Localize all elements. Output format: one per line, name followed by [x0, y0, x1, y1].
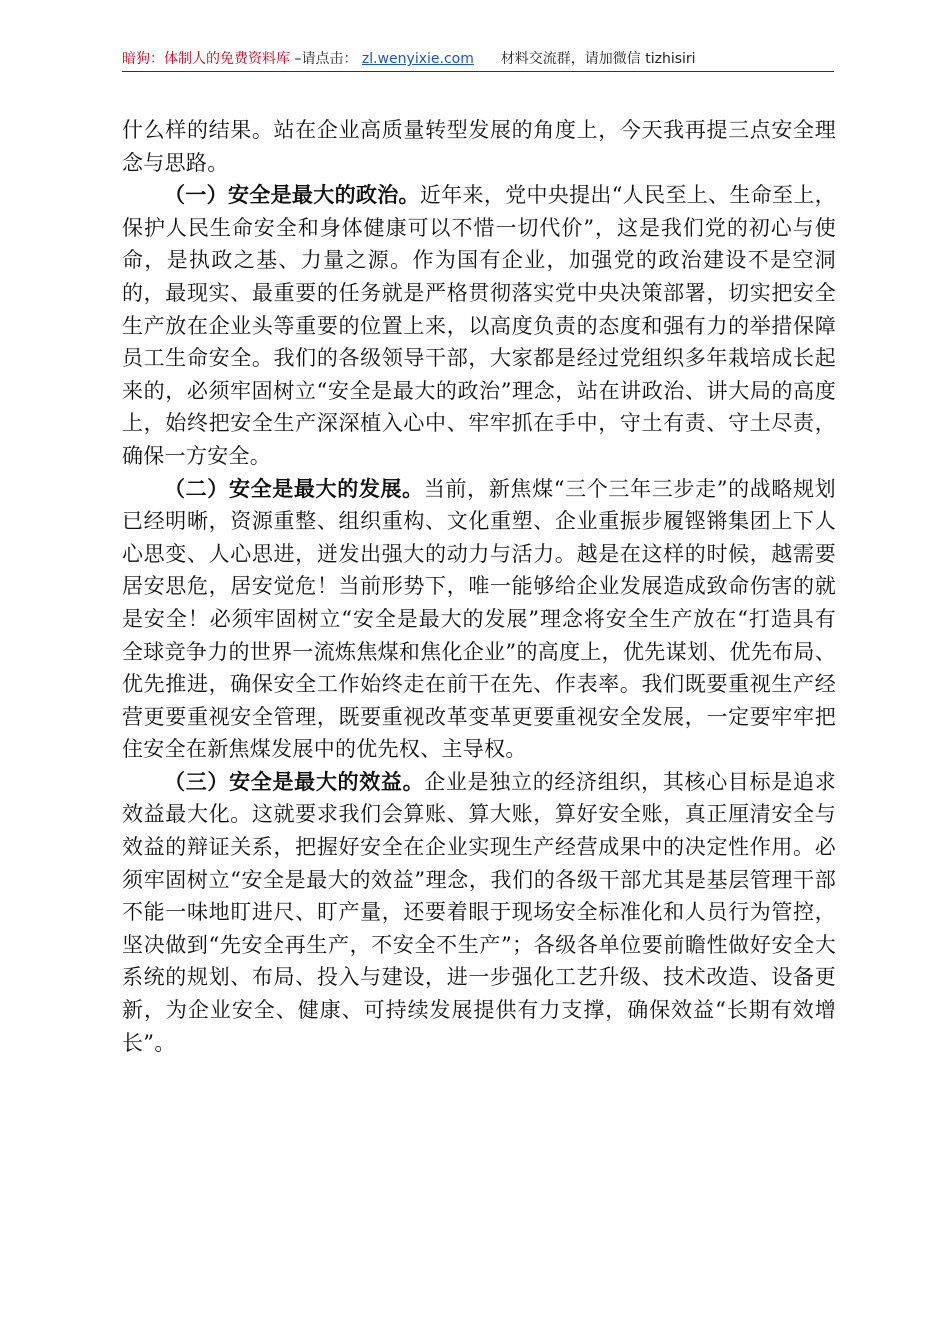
section-text-3: 企业是独立的经济组织，其核心目标是追求效益最大化。这就要求我们会算账、算大账，算好安全账，真正厘清安全与效益的辩证关系，把握好安全在企业实现生产经营成果中的决定性作用。必须牢固树立“安全是最大的效益”理念，我们的各级干部尤其是基层管理干部不能一味地盯进尺、盯产量，还要着眼于现场安全标准化和人员行为管控，坚决做到“先安全再生产，不安全不生产”；各级各单位要前瞻性做好安全大系统的规划、布局、投入与建设，进一步强化工艺升级、技术改造、设备更新，为企业安全、健康、可持续发展提供有力支撑，确保效益“长期有效增长”。: [122, 769, 836, 1055]
section-text-2: 当前，新焦煤“三个三年三步走”的战略规划已经明晰，资源重整、组织重构、文化重塑、企业重振步履铿锵集团上下人心思变、人心思进，迸发出强大的动力与活力。越是在这样的时候，越需要居安思危，居安觉危！当前形势下，唯一能够给企业发展造成致命伤害的就是安全！必须牢固树立“安全是最大的发展”理念将安全生产放在“打造具有全球竞争力的世界一流炼焦煤和焦化企业”的高度上，优先谋划、优先布局、优先推进，确保安全工作始终走在前干在先、作表率。我们既要重视生产经营更要重视安全管理，既要重视改革变革更要重视安全发展，一定要牢牢把住安全在新焦煤发展中的优先权、主导权。: [122, 476, 836, 762]
section-paragraph-1: [122, 179, 836, 472]
section-heading-1: （一）安全是最大的政治。: [164, 182, 420, 208]
section-paragraph-2: [122, 473, 836, 766]
header-site-link[interactable]: zl.wenyixie.com: [361, 51, 474, 67]
page-header: [122, 48, 834, 72]
header-contact: 材料交流群，请加微信 tizhisiri: [500, 51, 696, 67]
section-text-1: 近年来，党中央提出“人民至上、生命至上，保护人民生命安全和身体健康可以不惜一切代价”，这是我们党的初心与使命，是执政之基、力量之源。作为国有企业，加强党的政治建设不是空洞的，最现实、最重要的任务就是严格贯彻落实党中央决策部署，切实把安全生产放在企业头等重要的位置上来，以高度负责的态度和强有力的举措保障员工生命安全。我们的各级领导干部，大家都是经过党组织多年栽培成长起来的，必须牢固树立“安全是最大的政治”理念，站在讲政治、讲大局的高度上，始终把安全生产深深植入心中、牢牢抓在手中，守土有责、守土尽责，确保一方安全。: [122, 183, 836, 468]
section-heading-3: （三）安全是最大的效益。: [164, 768, 425, 794]
section-paragraph-3: [122, 766, 836, 1059]
header-divider: [122, 71, 834, 72]
intro-paragraph: 什么样的结果。站在企业高质量转型发展的角度上，今天我再提三点安全理念与思路。: [122, 118, 836, 175]
header-brand: 暗狗：体制人的免费资料库: [122, 51, 290, 67]
header-click-prompt: –请点击：: [294, 51, 358, 67]
section-heading-2: （二）安全是最大的发展。: [164, 475, 424, 501]
document-body: [122, 114, 836, 1059]
